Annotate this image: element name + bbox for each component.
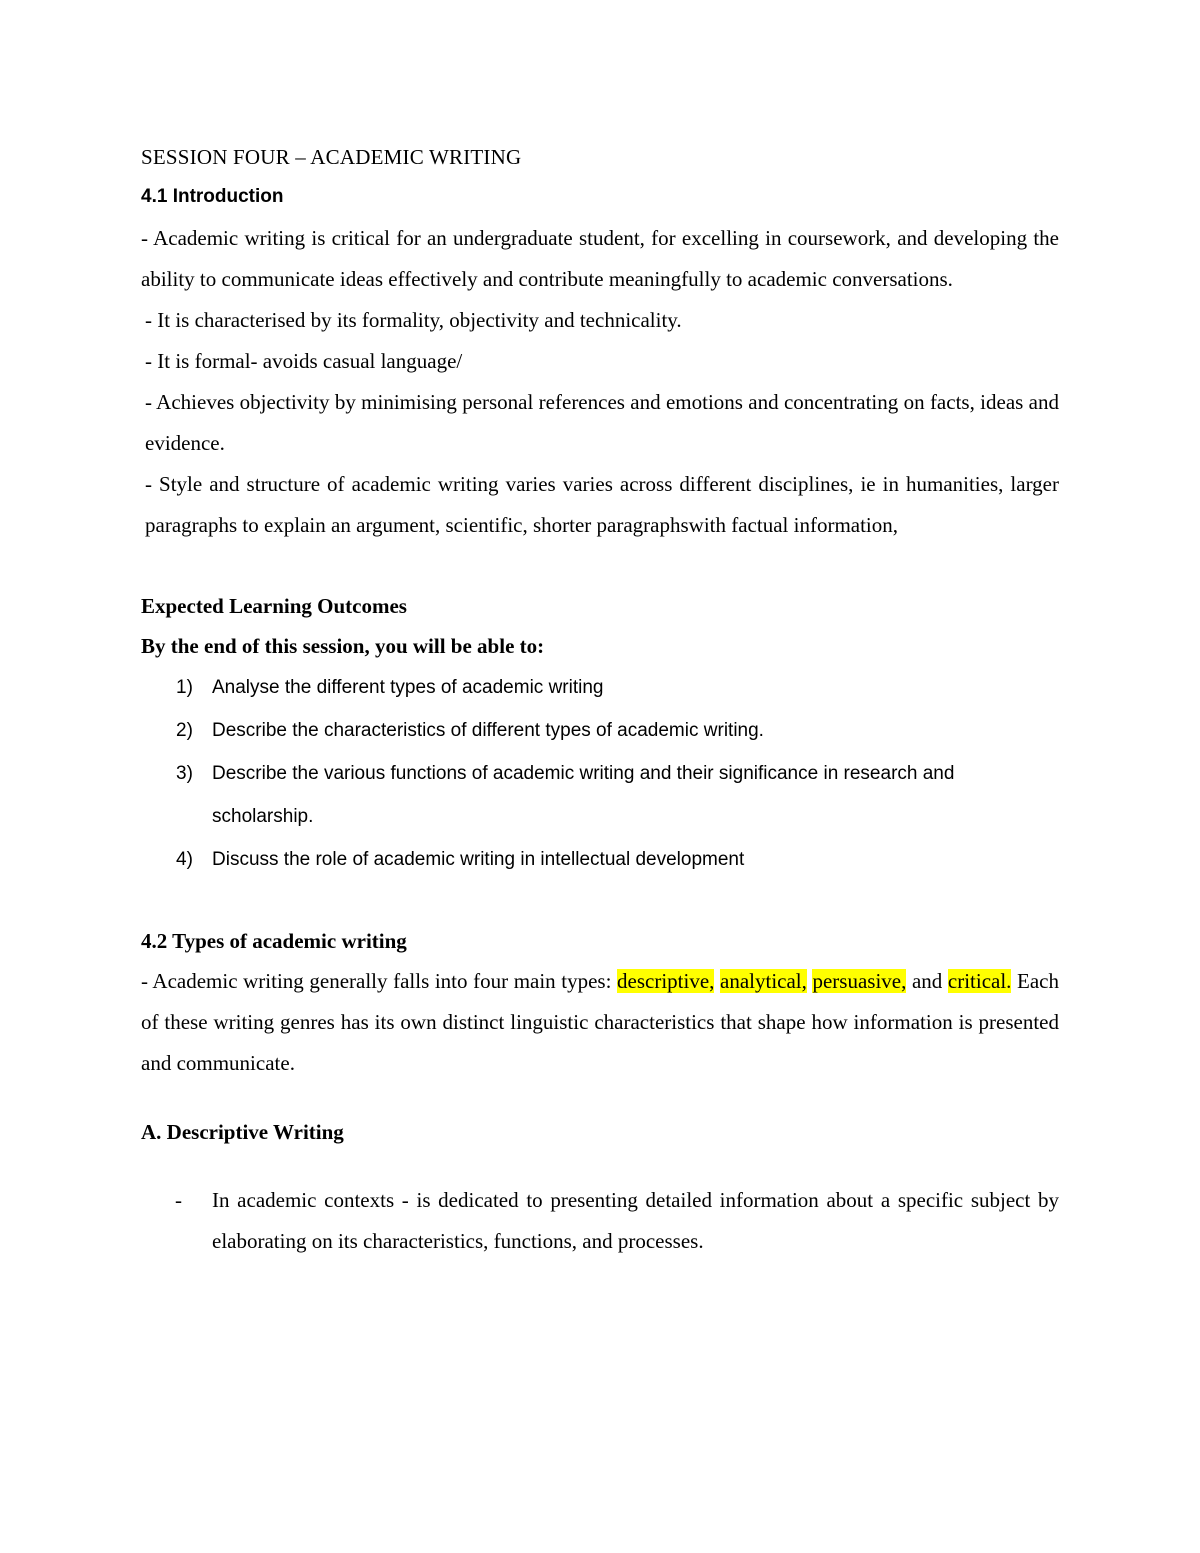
- list-item-number: 4): [176, 849, 193, 870]
- types-text-start: - Academic writing generally falls into four main types:: [141, 969, 618, 993]
- intro-paragraph-2: - It is characterised by its formality, objectivity and technicality.: [145, 308, 682, 332]
- highlight-analytical: analytical,: [720, 969, 807, 993]
- dash-bullet: -: [175, 1188, 182, 1212]
- types-paragraph: [141, 961, 1059, 1084]
- spacer: [141, 1084, 1059, 1112]
- spacer: [141, 881, 1059, 921]
- descriptive-list: [141, 1180, 1059, 1262]
- document-title: SESSION FOUR – ACADEMIC WRITING: [141, 145, 522, 169]
- spacer: [141, 1152, 1059, 1180]
- descriptive-heading: A. Descriptive Writing: [141, 1120, 344, 1144]
- list-item: [141, 1180, 1059, 1262]
- list-item: [141, 838, 1059, 881]
- list-item-number: 2): [176, 720, 193, 741]
- intro-paragraph-4: - Achieves objectivity by minimising personal references and emotions and concentrating on facts, ideas and evidence.: [145, 390, 1059, 455]
- list-item-number: 1): [176, 677, 193, 698]
- spacer: [141, 546, 1059, 586]
- outcomes-list: [141, 666, 1059, 881]
- list-item-text: Discuss the role of academic writing in intellectual development: [212, 849, 745, 870]
- list-item-text: Analyse the different types of academic writing: [212, 677, 604, 698]
- document-page: [141, 138, 1059, 1262]
- list-item-number: 3): [176, 763, 193, 784]
- intro-paragraph-5: - Style and structure of academic writing varies varies across different disciplines, ie in humanities, larger paragraphs to explain an argument, scientific, shorter paragraphswith factual information,: [145, 472, 1059, 537]
- highlight-persuasive: persuasive,: [812, 969, 907, 993]
- types-text-end: Each of these writing genres has its own distinct linguistic characteristics that shape how information is presented and communicate.: [141, 969, 1059, 1075]
- list-item: [141, 709, 1059, 752]
- intro-heading: 4.1 Introduction: [141, 186, 284, 207]
- list-item-text: In academic contexts - is dedicated to presenting detailed information about a specific subject by elaborating on its characteristics, functions, and processes.: [212, 1188, 1059, 1253]
- types-heading: 4.2 Types of academic writing: [141, 929, 407, 953]
- list-item: [141, 666, 1059, 709]
- intro-paragraph-3: - It is formal- avoids casual language/: [145, 349, 463, 373]
- outcomes-lead: By the end of this session, you will be able to:: [141, 634, 545, 658]
- outcomes-heading: Expected Learning Outcomes: [141, 594, 407, 618]
- list-item-text: Describe the various functions of academic writing and their significance in research and scholarship.: [212, 763, 955, 827]
- list-item: [141, 752, 1059, 838]
- highlight-descriptive: descriptive,: [617, 969, 715, 993]
- highlight-critical: critical.: [947, 969, 1012, 993]
- list-item-text: Describe the characteristics of different types of academic writing.: [212, 720, 764, 741]
- intro-paragraph-1: - Academic writing is critical for an undergraduate student, for excelling in coursework, and developing the ability to communicate ideas effectively and contribute meaningfully to academic conversations.: [141, 226, 1059, 291]
- types-and: and: [906, 969, 948, 993]
